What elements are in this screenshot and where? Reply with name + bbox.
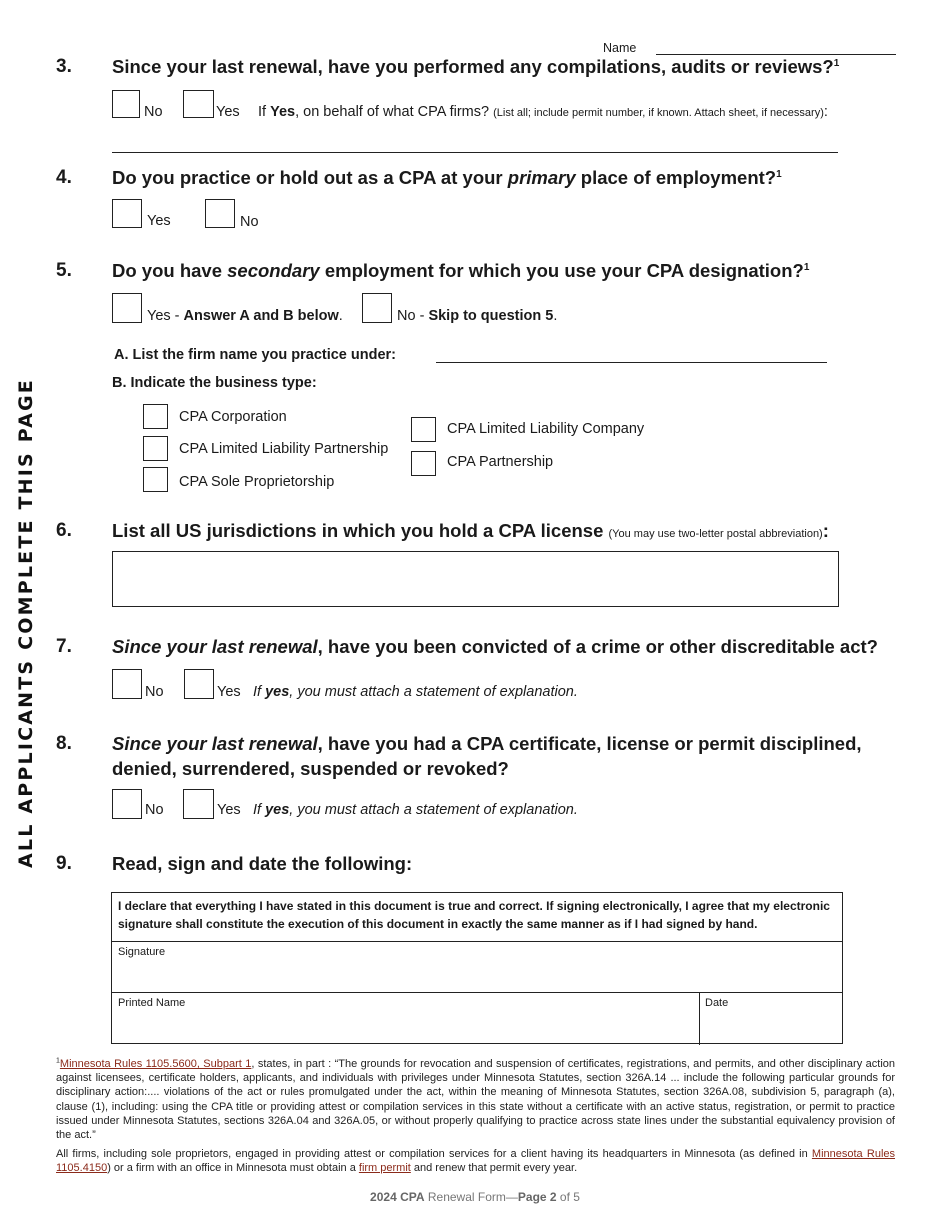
page-footer: 2024 CPA Renewal Form—Page 2 of 5 xyxy=(370,1190,580,1204)
minnesota-rules-4150-link[interactable]: Minnesota Rules 1105.4150 xyxy=(56,1148,896,1175)
q5-no-checkbox[interactable] xyxy=(362,293,392,323)
q8-note: If yes, you must attach a statement of explanation. xyxy=(253,802,578,818)
q6-jurisdictions-textarea[interactable] xyxy=(112,551,839,607)
cpa-sole-proprietorship-checkbox[interactable] xyxy=(143,467,168,492)
q8-number: 8. xyxy=(56,733,72,754)
q6-question: List all US jurisdictions in which you hold a CPA license (You may use two-letter postal abbreviation): xyxy=(112,520,829,541)
q5-number: 5. xyxy=(56,260,72,281)
printed-name-label: Printed Name xyxy=(118,997,186,1009)
cpa-llc-label: CPA Limited Liability Company xyxy=(447,421,645,437)
firm-permit-link[interactable]: firm permit xyxy=(358,1162,411,1175)
q3-firms-input-line[interactable] xyxy=(112,152,838,153)
q8-no-label: No xyxy=(145,802,164,818)
q7-no-checkbox[interactable] xyxy=(112,669,142,699)
q3-no-label: No xyxy=(144,104,163,120)
q4-number: 4. xyxy=(56,167,72,188)
q4-no-checkbox[interactable] xyxy=(205,199,235,228)
side-banner xyxy=(2,362,50,884)
q5-question: Do you have secondary employment for which you use your CPA designation?$^1$ xyxy=(112,260,810,281)
q5-firm-name-input-line[interactable] xyxy=(436,362,827,363)
q5-b-label: B. Indicate the business type: xyxy=(112,375,317,391)
name-label: Name xyxy=(603,41,637,55)
declaration-text: I declare that everything I have stated in this document is true and correct. If signing electronically, I agree that my electronic signature shall constitute the execution of this document in exactly the same manner as if I had signed by hand. xyxy=(112,893,842,942)
q3-yes-label: Yes xyxy=(216,104,240,120)
q6-number: 6. xyxy=(56,520,72,541)
footnote-1: $^1$Minnesota Rules 1105.5600, Subpart 1, states, in part : “The grounds for revocation and suspension of certificates, registrations, and permits, and other disciplinary action against licensees, certificate holders, applicants, and individuals with privileges under Minnesota Statutes, section 326A.14 ... include the following particular grounds for disciplinary action:.... violations of the act or rules promulgated under the act, within the meaning of Minnesota Statutes, section 326A.08, subdivision 5, paragraph (a), clause (1), including: using the CPA title or providing attest or compilation services in this state without a certificate with an active status, registration, or permit to practice issued under Minnesota Statutes, sections 326A.04 and 326A.05, or without properly qualifying to practice across state lines under the substantial equivalency provision of the act.” xyxy=(56,1057,895,1142)
q7-yes-checkbox[interactable] xyxy=(184,669,214,699)
q7-note: If yes, you must attach a statement of explanation. xyxy=(253,684,578,700)
printed-name-field[interactable] xyxy=(112,993,699,1045)
q8-question: Since your last renewal, have you had a CPA certificate, license or permit disciplined, denied, surrendered, suspended or revoked? xyxy=(112,733,862,779)
printed-name-date-row xyxy=(112,993,842,1045)
q9-question: Read, sign and date the following: xyxy=(112,853,413,874)
q7-no-label: No xyxy=(145,684,164,700)
cpa-llc-checkbox[interactable] xyxy=(411,417,436,442)
date-label: Date xyxy=(705,997,729,1009)
signature-label: Signature xyxy=(118,946,166,958)
q7-question: Since your last renewal, have you been convicted of a crime or other discreditable act? xyxy=(112,636,878,657)
cpa-partnership-checkbox[interactable] xyxy=(411,451,436,476)
q4-question: Do you practice or hold out as a CPA at your primary place of employment?$^1$ xyxy=(112,167,782,188)
q4-yes-label: Yes xyxy=(147,213,171,229)
q3-number: 3. xyxy=(56,56,72,77)
signature-field[interactable] xyxy=(112,942,842,993)
q3-followup: If Yes, on behalf of what CPA firms? (List all; include permit number, if known. Attach sheet, if necessary): xyxy=(258,104,828,120)
minnesota-rules-5600-link[interactable]: Minnesota Rules 1105.5600, Subpart 1 xyxy=(59,1058,252,1070)
side-banner-text: ALL APPLICANTS COMPLETE THIS PAGE xyxy=(15,378,37,868)
q8-no-checkbox[interactable] xyxy=(112,789,142,819)
q5-yes-checkbox[interactable] xyxy=(112,293,142,323)
q8-yes-checkbox[interactable] xyxy=(183,789,214,819)
cpa-sole-proprietorship-label: CPA Sole Proprietorship xyxy=(179,474,335,490)
cpa-corporation-checkbox[interactable] xyxy=(143,404,168,429)
q5-yes-label: Yes - Answer A and B below. xyxy=(147,308,343,324)
cpa-llp-label: CPA Limited Liability Partnership xyxy=(179,441,389,457)
q5-no-label: No - Skip to question 5. xyxy=(397,308,558,324)
q7-yes-label: Yes xyxy=(217,684,241,700)
cpa-llp-checkbox[interactable] xyxy=(143,436,168,461)
date-field[interactable] xyxy=(700,993,843,1045)
cpa-partnership-label: CPA Partnership xyxy=(447,454,554,470)
q4-yes-checkbox[interactable] xyxy=(112,199,142,228)
q9-number: 9. xyxy=(56,853,72,874)
q3-question: Since your last renewal, have you performed any compilations, audits or reviews?$^1$ xyxy=(112,56,840,77)
q7-number: 7. xyxy=(56,636,72,657)
footnote-firm-permit: All firms, including sole proprietors, engaged in providing attest or compilation services for a client having its headquarters in Minnesota (as defined in Minnesota Rules 1105.4150) or a firm with an office in Minnesota must obtain a firm permit and renew that permit every year. xyxy=(56,1148,896,1175)
q4-no-label: No xyxy=(240,214,259,230)
q5-a-label: A. List the firm name you practice under: xyxy=(114,347,396,363)
declaration-table xyxy=(111,892,843,1044)
cpa-corporation-label: CPA Corporation xyxy=(179,409,287,425)
q3-no-checkbox[interactable] xyxy=(112,90,140,118)
q3-yes-checkbox[interactable] xyxy=(183,90,214,118)
q8-yes-label: Yes xyxy=(217,802,241,818)
